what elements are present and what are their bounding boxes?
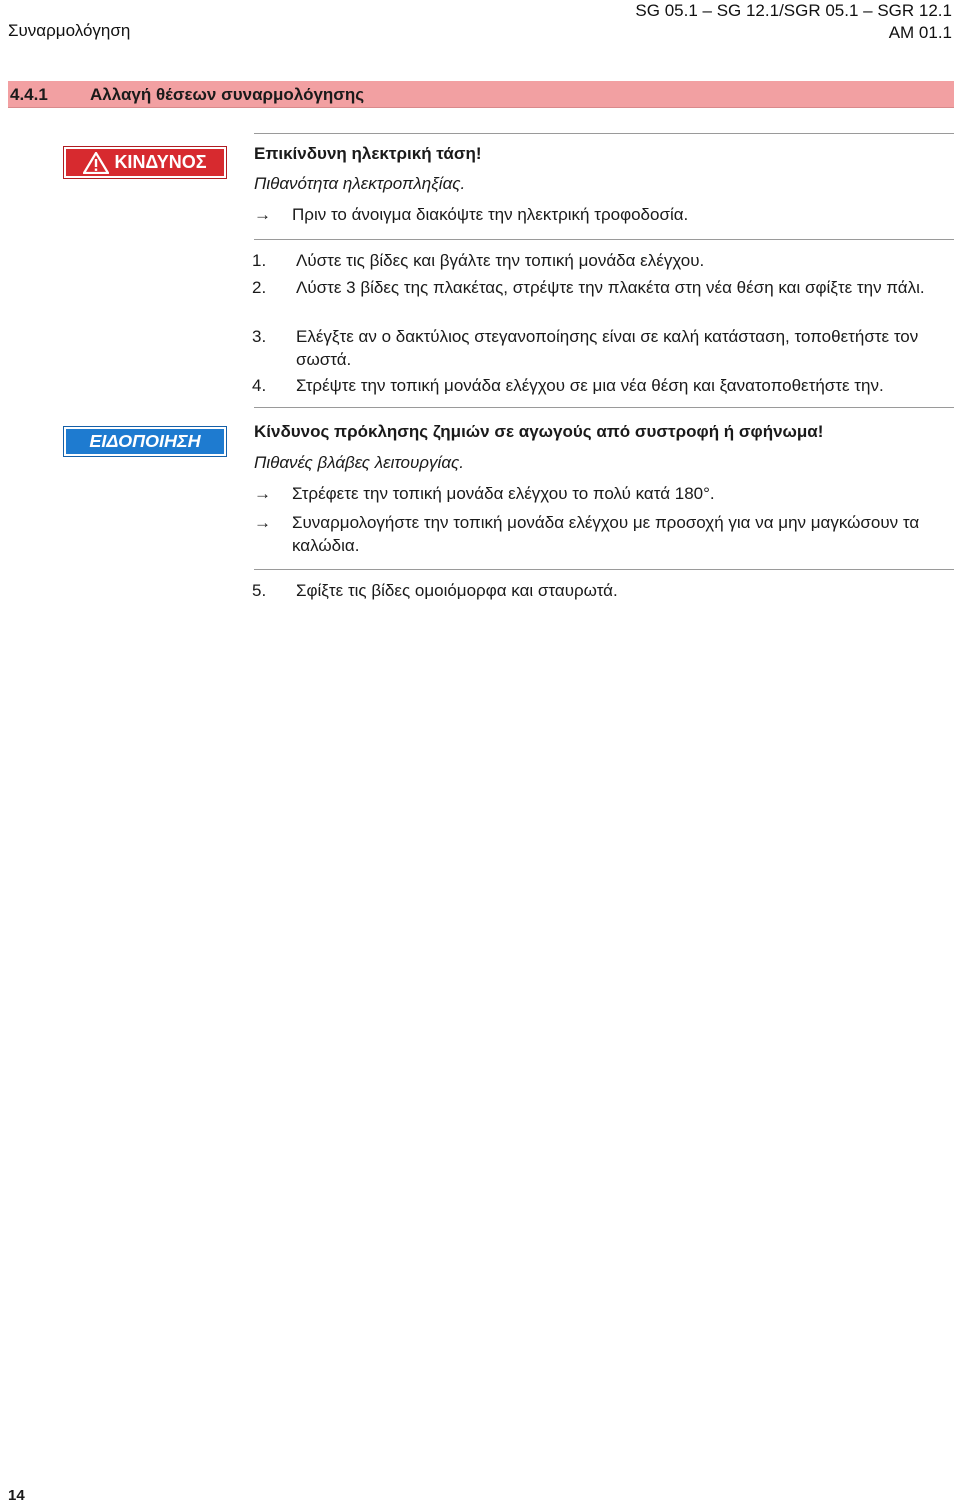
notice-action-1 <box>254 482 954 505</box>
notice-action-2 <box>254 511 954 557</box>
danger-action <box>254 203 954 226</box>
section-number: 4.4.1 <box>10 85 48 104</box>
notice-heading: Κίνδυνος πρόκλησης ζημιών σε αγωγούς από συστροφή ή σφήνωμα! <box>254 422 824 441</box>
danger-action-text: Πριν το άνοιγμα διακόψτε την ηλεκτρική τροφοδοσία. <box>292 205 689 224</box>
step-number: 2. <box>252 278 267 297</box>
divider <box>254 133 954 134</box>
divider <box>254 569 954 570</box>
step-number: 3. <box>252 327 267 346</box>
notice-badge <box>64 427 226 456</box>
warning-triangle-icon <box>83 152 109 174</box>
step-text: Ελέγξτε αν ο δακτύλιος στεγανοποίησης είναι σε καλή κατάσταση, τοποθετήστε τον σωστά. <box>296 327 919 369</box>
step-text: Λύστε τις βίδες και βγάλτε την τοπική μονάδα ελέγχου. <box>296 251 705 270</box>
model-header <box>635 0 952 44</box>
step-text: Σφίξτε τις βίδες ομοιόμορφα και σταυρωτά. <box>296 581 618 600</box>
chapter-title: Συναρμολόγηση <box>8 21 131 40</box>
notice-action-text: Στρέφετε την τοπική μονάδα ελέγχου το πολύ κατά 180°. <box>292 484 715 503</box>
model-line-1: SG 05.1 – SG 12.1/SGR 05.1 – SGR 12.1 <box>635 1 952 20</box>
notice-consequence: Πιθανές βλάβες λειτουργίας. <box>254 453 465 472</box>
step-number: 5. <box>252 581 267 600</box>
divider <box>254 239 954 240</box>
danger-consequence: Πιθανότητα ηλεκτροπληξίας. <box>254 174 466 193</box>
notice-badge-label: ΕΙΔΟΠΟΙΗΣΗ <box>89 431 201 451</box>
step-number: 1. <box>252 251 267 270</box>
divider <box>254 407 954 408</box>
step-number: 4. <box>252 376 267 395</box>
danger-badge <box>64 147 226 178</box>
section-title: Αλλαγή θέσεων συναρμολόγησης <box>90 85 365 104</box>
step-text: Στρέψτε την τοπική μονάδα ελέγχου σε μια νέα θέση και ξανατοποθετήστε την. <box>296 376 884 395</box>
arrow-right-icon: → <box>254 484 271 503</box>
section-heading <box>8 81 954 108</box>
page-number: 14 <box>8 1487 25 1504</box>
danger-badge-label: ΚΙΝΔΥΝΟΣ <box>114 152 207 172</box>
notice-action-text: Συναρμολογήστε την τοπική μονάδα ελέγχου με προσοχή για να μην μαγκώσουν τα καλώδια. <box>292 513 920 555</box>
arrow-right-icon: → <box>254 205 271 224</box>
arrow-right-icon: → <box>254 513 271 532</box>
step-text: Λύστε 3 βίδες της πλακέτας, στρέψτε την πλακέτα στη νέα θέση και σφίξτε την πάλι. <box>296 278 925 297</box>
model-line-2: AM 01.1 <box>888 23 952 42</box>
danger-heading: Επικίνδυνη ηλεκτρική τάση! <box>254 144 482 163</box>
